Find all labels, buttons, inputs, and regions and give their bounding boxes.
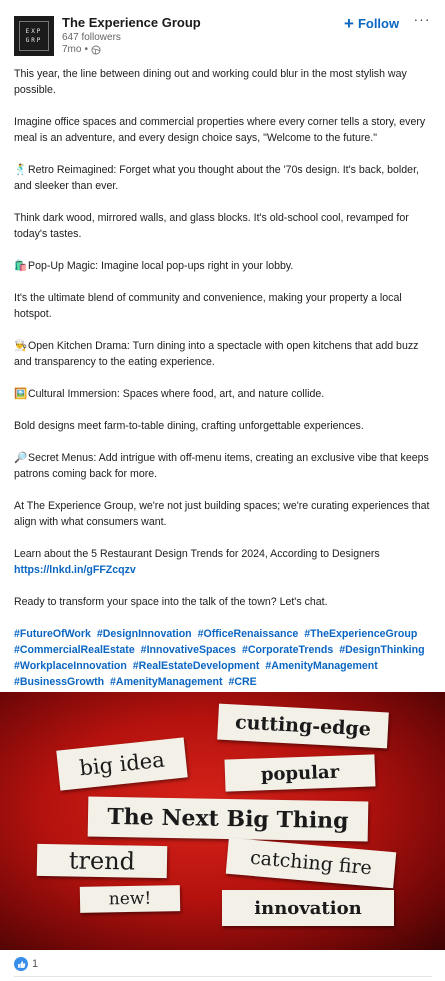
hashtag[interactable]: #CorporateTrends [242,644,334,656]
paragraph-imagine: Imagine office spaces and commercial properties where every corner tells a story, every meal is an adventure, and every design choice says, "Welcome to the future." [14,116,426,144]
paragraph-company: At The Experience Group, we're not just building spaces; we're curating experiences that align with what consumers want. [14,500,430,528]
learn-text: Learn about the 5 Restaurant Design Trends for 2024, According to Designers [14,548,380,560]
clipping-cutting-edge: cutting-edge [217,704,389,749]
paragraph-cultural [14,386,434,402]
paragraph-bold-designs: Bold designs meet farm-to-table dining, crafting unforgettable experiences. [14,420,364,432]
hashtag[interactable]: #BusinessGrowth [14,676,105,688]
hashtag[interactable]: #AmenityManagement [265,660,378,672]
follower-count: 647 followers [62,32,121,43]
post-meta [62,44,101,55]
follow-label: Follow [357,15,400,31]
shopping-bags-icon: 🛍️ [14,260,28,272]
post-image[interactable] [0,692,445,950]
chef-icon: 👨‍🍳 [14,340,28,352]
follow-button[interactable] [344,14,399,32]
paragraph-retro [14,162,434,194]
paragraph-dark-wood: Think dark wood, mirrored walls, and glass blocks. It's old-school cool, revamped for today's tastes. [14,212,409,240]
paragraph-learn [14,546,434,578]
clipping-catching-fire: catching fire [226,838,396,889]
plus-icon: + [344,13,354,33]
more-options-button[interactable]: ··· [413,11,431,27]
hashtag[interactable]: #FutureOfWork [14,628,91,640]
hashtag[interactable]: #CommercialRealEstate [14,644,135,656]
paragraph-community: It's the ultimate blend of community and convenience, making your property a local hotspot. [14,292,402,320]
magnifier-icon: 🔎 [14,452,28,464]
clipping-big-idea: big idea [56,737,187,790]
paragraph-popup [14,258,434,274]
author-name[interactable]: The Experience Group [62,15,201,30]
logo-mark [19,21,49,51]
paragraph-intro: This year, the line between dining out and working could blur in the most stylish way possible. [14,68,407,96]
hashtag[interactable]: #OfficeRenaissance [197,628,299,640]
thumbs-up-icon [14,957,28,971]
post-age: 7mo [62,44,82,55]
hashtag[interactable]: #DesignThinking [339,644,425,656]
clipping-new: new! [80,885,180,913]
hashtag[interactable]: #InnovativeSpaces [140,644,237,656]
clipping-innovation: innovation [222,890,394,926]
hashtag[interactable]: #RealEstateDevelopment [132,660,260,672]
dancer-icon: 🕺 [14,164,28,176]
reactions-bar[interactable] [14,956,38,972]
hashtag-list [14,626,434,690]
hashtag[interactable]: #WorkplaceInnovation [14,660,127,672]
hashtag[interactable]: #TheExperienceGroup [304,628,418,640]
cultural-text: Cultural Immersion: Spaces where food, art, and nature collide. [28,388,325,400]
secret-menus-text: Secret Menus: Add intrigue with off-menu items, creating an exclusive vibe that keeps patrons coming back for more. [14,452,429,480]
paragraph-secret-menus [14,450,434,482]
clipping-next-big-thing: The Next Big Thing [88,797,369,842]
meta-separator: • [84,44,88,55]
logo-line-2: GRP [25,37,43,44]
paragraph-kitchen [14,338,434,370]
post-header [0,0,445,64]
post-body [14,66,434,690]
framed-picture-icon: 🖼️ [14,388,28,400]
clipping-popular: popular [224,754,375,791]
kitchen-text: Open Kitchen Drama: Turn dining into a spectacle with open kitchens that add buzz and transparency to the eating experience. [14,340,419,368]
reaction-count: 1 [32,958,39,970]
company-logo[interactable] [14,16,54,56]
popup-text: Pop-Up Magic: Imagine local pop-ups right in your lobby. [28,260,294,272]
article-link[interactable]: https://lnkd.in/gFFZcqzv [14,564,136,576]
paragraph-cta: Ready to transform your space into the talk of the town? Let's chat. [14,596,328,608]
hashtag[interactable]: #DesignInnovation [96,628,192,640]
retro-text: Retro Reimagined: Forget what you thought about the '70s design. It's back, bolder, and sleeker than ever. [14,164,419,192]
hashtag[interactable]: #CRE [228,676,257,688]
hashtag[interactable]: #AmenityManagement [110,676,223,688]
divider [14,976,432,977]
clipping-trend: trend [37,844,168,878]
globe-icon [91,45,101,55]
logo-line-1: EXP [25,28,43,35]
